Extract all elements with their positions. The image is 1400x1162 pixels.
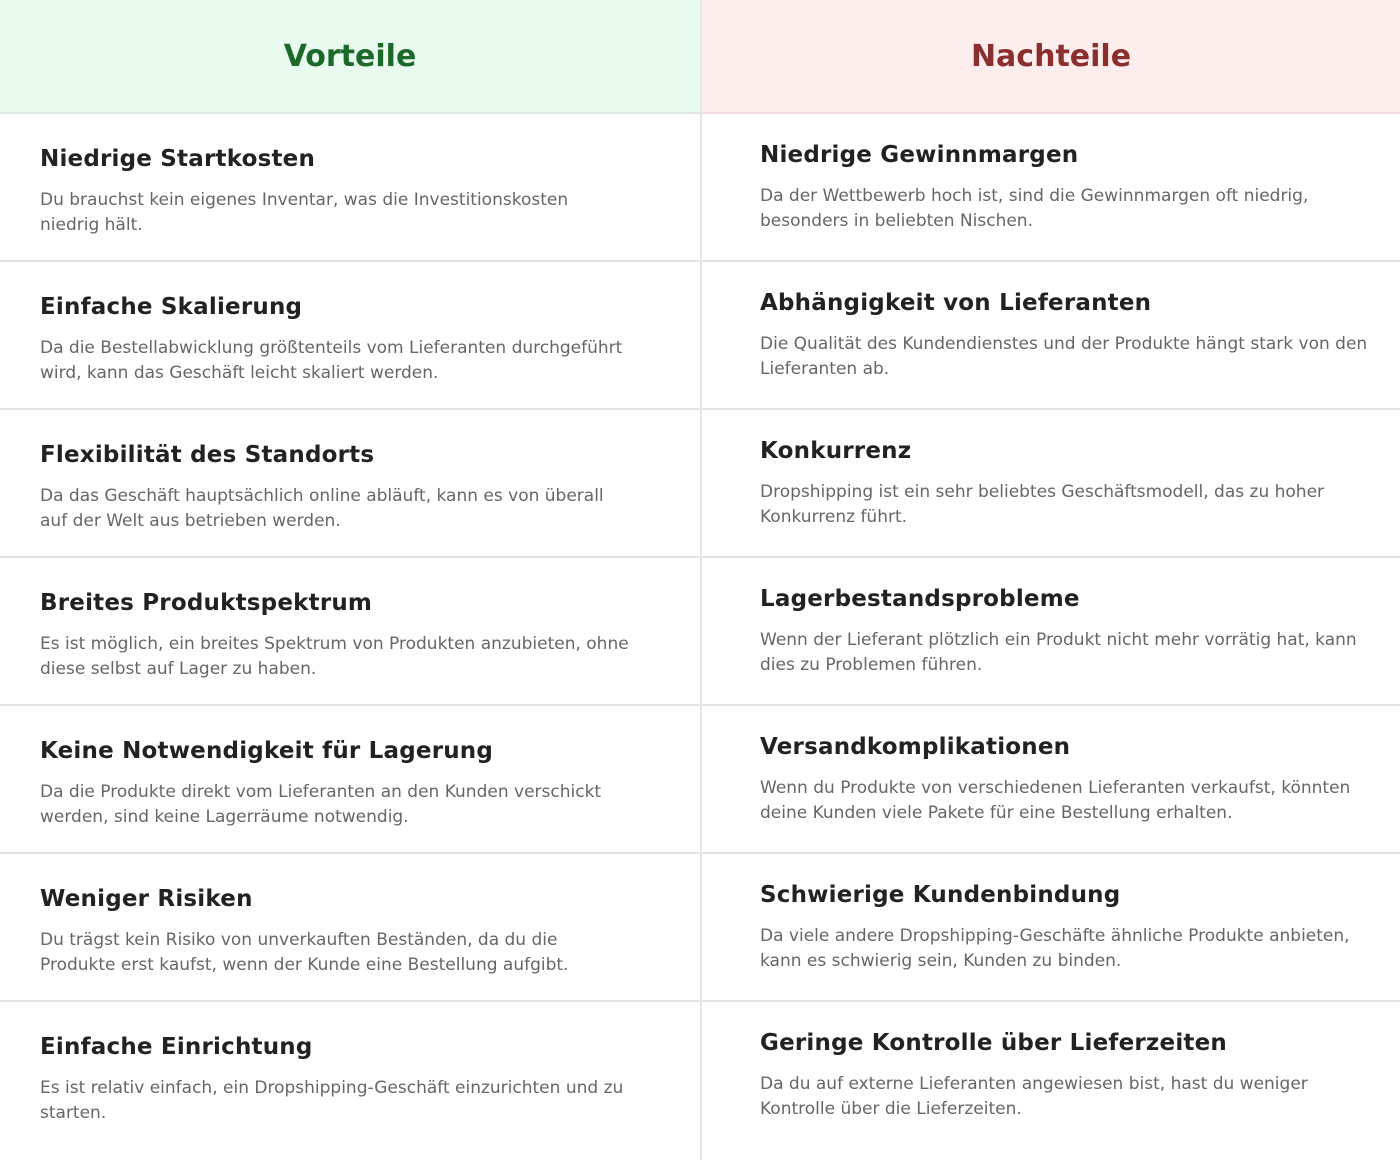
pro-text: Da das Geschäft hauptsächlich online abläuft, kann es von überall auf der Welt aus betrieben werden. — [40, 486, 604, 531]
con-cell — [702, 854, 1400, 1000]
con-text: Da du auf externe Lieferanten angewiesen bist, hast du weniger Kontrolle über die Lieferzeiten. — [760, 1074, 1308, 1119]
pro-title: Breites Produktspektrum — [40, 590, 373, 616]
pro-title: Niedrige Startkosten — [40, 146, 316, 172]
pro-text: Es ist möglich, ein breites Spektrum von Produkten anzubieten, ohne diese selbst auf Lager zu haben. — [40, 634, 629, 679]
con-title: Schwierige Kundenbindung — [760, 882, 1121, 908]
con-title: Niedrige Gewinnmargen — [760, 142, 1079, 168]
con-cell — [702, 114, 1400, 260]
con-title: Geringe Kontrolle über Lieferzeiten — [760, 1030, 1227, 1056]
pro-text: Du brauchst kein eigenes Inventar, was die Investitionskosten niedrig hält. — [40, 190, 569, 235]
con-text: Die Qualität des Kundendienstes und der Produkte hängt stark von den Lieferanten ab. — [760, 334, 1368, 379]
con-title: Lagerbestandsprobleme — [760, 586, 1080, 612]
pro-cell — [0, 854, 700, 1000]
con-cell — [702, 262, 1400, 408]
con-cell — [702, 1002, 1400, 1162]
pro-cell — [0, 114, 700, 260]
pro-cell — [0, 262, 700, 408]
pro-title: Keine Notwendigkeit für Lagerung — [40, 738, 494, 764]
pro-cell — [0, 706, 700, 852]
table-body — [0, 114, 1400, 1162]
con-text: Wenn du Produkte von verschiedenen Lieferanten verkaufst, könnten deine Kunden viele Pakete für eine Bestellung erhalten. — [760, 778, 1351, 823]
pro-title: Weniger Risiken — [40, 886, 253, 912]
cons-header: Nachteile — [702, 0, 1400, 114]
pro-cell — [0, 558, 700, 704]
pro-title: Einfache Einrichtung — [40, 1034, 313, 1060]
pro-cell — [0, 410, 700, 556]
con-text: Wenn der Lieferant plötzlich ein Produkt nicht mehr vorrätig hat, kann dies zu Problemen führen. — [760, 630, 1357, 675]
con-cell — [702, 706, 1400, 852]
con-title: Konkurrenz — [760, 438, 912, 464]
con-text: Dropshipping ist ein sehr beliebtes Geschäftsmodell, das zu hoher Konkurrenz führt. — [760, 482, 1325, 527]
con-text: Da der Wettbewerb hoch ist, sind die Gewinnmargen oft niedrig, besonders in beliebten Nischen. — [760, 186, 1309, 231]
table-row — [0, 262, 1400, 410]
pro-title: Flexibilität des Standorts — [40, 442, 375, 468]
pro-text: Da die Produkte direkt vom Lieferanten an den Kunden verschickt werden, sind keine Lagerräume notwendig. — [40, 782, 602, 827]
pro-cell — [0, 1002, 700, 1162]
table-row — [0, 706, 1400, 854]
con-title: Abhängigkeit von Lieferanten — [760, 290, 1152, 316]
table-row — [0, 1002, 1400, 1162]
con-cell — [702, 410, 1400, 556]
pro-title: Einfache Skalierung — [40, 294, 303, 320]
con-title: Versandkomplikationen — [760, 734, 1071, 760]
pro-text: Es ist relativ einfach, ein Dropshipping-Geschäft einzurichten und zu starten. — [40, 1078, 624, 1123]
table-row — [0, 854, 1400, 1002]
table-row — [0, 114, 1400, 262]
table-row — [0, 410, 1400, 558]
pro-text: Da die Bestellabwicklung größtenteils vom Lieferanten durchgeführt wird, kann das Geschäft leicht skaliert werden. — [40, 338, 623, 383]
pros-header: Vorteile — [0, 0, 700, 114]
pro-text: Du trägst kein Risiko von unverkauften Beständen, da du die Produkte erst kaufst, wenn der Kunde eine Bestellung aufgibt. — [40, 930, 569, 975]
con-cell — [702, 558, 1400, 704]
con-text: Da viele andere Dropshipping-Geschäfte ähnliche Produkte anbieten, kann es schwierig sein, Kunden zu binden. — [760, 926, 1350, 971]
table-row — [0, 558, 1400, 706]
